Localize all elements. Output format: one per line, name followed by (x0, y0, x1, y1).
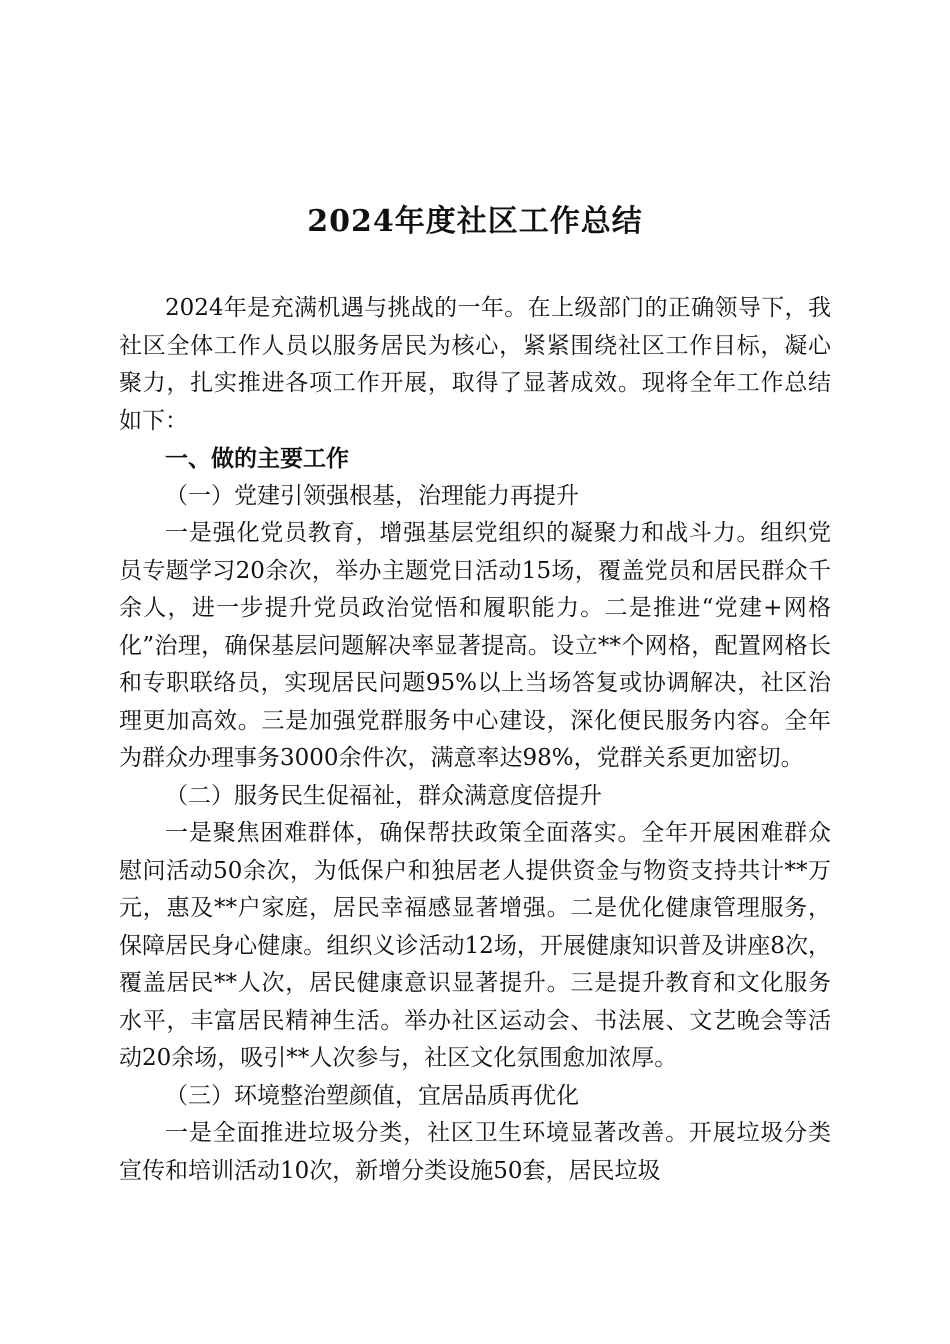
intro-paragraph: 2024年是充满机遇与挑战的一年。在上级部门的正确领导下，我社区全体工作人员以服务居民为核心，紧紧围绕社区工作目标，凝心聚力，扎实推进各项工作开展，取得了显著成效。现将全年工作总结如下： (119, 295, 831, 434)
document-title: 2024年度社区工作总结 (307, 204, 643, 239)
subsection-heading-environment: （三）环境整治塑颜值，宜居品质再优化 (165, 1082, 579, 1109)
subsection-heading-party-building: （一）党建引领强根基，治理能力再提升 (165, 482, 579, 509)
section-heading-main-work: 一、做的主要工作 (165, 445, 349, 472)
paragraph-livelihood: 一是聚焦困难群体，确保帮扶政策全面落实。全年开展困难群众慰问活动50余次，为低保户和独居老人提供资金与物资支持共计**万元，惠及**户家庭，居民幸福感显著增强。二是优化健康管理服务，保障居民身心健康。组织义诊活动12场，开展健康知识普及讲座8次，覆盖居民**人次，居民健康意识显著提升。三是提升教育和文化服务水平，丰富居民精神生活。举办社区运动会、书法展、文艺晚会等活动20余场，吸引**人次参与，社区文化氛围愈加浓厚。 (119, 820, 831, 1071)
paragraph-party-building: 一是强化党员教育，增强基层党组织的凝聚力和战斗力。组织党员专题学习20余次，举办主题党日活动15场，覆盖党员和居民群众千余人，进一步提升党员政治觉悟和履职能力。二是推进“党建+网格化”治理，确保基层问题解决率显著提高。设立**个网格，配置网格长和专职联络员，实现居民问题95%以上当场答复或协调解决，社区治理更加高效。三是加强党群服务中心建设，深化便民服务内容。全年为群众办理事务3000余件次，满意率达98%，党群关系更加密切。 (119, 520, 831, 771)
paragraph-environment: 一是全面推进垃圾分类，社区卫生环境显著改善。开展垃圾分类宣传和培训活动10次，新增分类设施50套，居民垃圾 (119, 1120, 831, 1184)
subsection-heading-livelihood: （二）服务民生促福祉，群众满意度倍提升 (165, 782, 602, 809)
document-body (119, 290, 831, 1190)
